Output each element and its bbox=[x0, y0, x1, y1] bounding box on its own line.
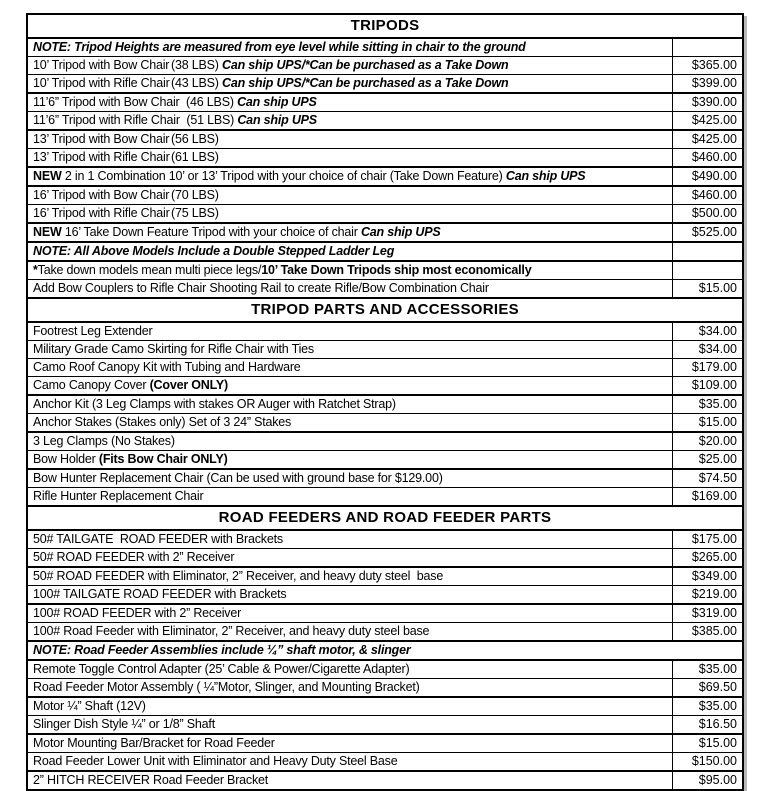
item-price-cell: $490.00 bbox=[672, 167, 743, 186]
item-text-segment: Motor Mounting Bar/Bracket for Road Feeder bbox=[33, 736, 275, 750]
item-description-cell bbox=[27, 567, 672, 586]
section-row-tripods bbox=[27, 14, 743, 38]
item-description-cell bbox=[27, 432, 672, 451]
item-text-segment: 2” HITCH RECEIVER Road Feeder Bracket bbox=[33, 773, 269, 787]
table-row bbox=[27, 753, 743, 772]
item-description-cell bbox=[27, 623, 672, 642]
item-description-cell bbox=[27, 451, 672, 470]
item-price-cell: $35.00 bbox=[672, 395, 743, 414]
item-description-cell bbox=[27, 414, 672, 433]
item-text-segment: Can ship UPS bbox=[505, 169, 586, 183]
item-price-cell bbox=[672, 261, 743, 280]
table-row bbox=[27, 697, 743, 716]
item-text-segment: Motor ¼” Shaft (12V) bbox=[33, 699, 146, 713]
item-description-cell bbox=[27, 130, 672, 149]
item-price-cell bbox=[672, 38, 743, 57]
item-price-cell: $150.00 bbox=[672, 753, 743, 772]
item-text-segment: 11’6” Tripod with Bow Chair (46 LBS) bbox=[33, 95, 238, 109]
item-price-cell: $365.00 bbox=[672, 57, 743, 75]
section-title-tripod-parts-and-accessories: TRIPOD PARTS AND ACCESSORIES bbox=[27, 298, 743, 322]
item-text-segment: NOTE: All Above Models Include a Double Stepped Ladder Leg bbox=[33, 244, 395, 258]
table-row bbox=[27, 586, 743, 605]
table-row bbox=[27, 130, 743, 149]
item-text-segment: (75 LBS) bbox=[171, 206, 219, 220]
item-text-segment: (Cover ONLY) bbox=[149, 378, 228, 392]
item-text-segment: 3 Leg Clamps (No Stakes) bbox=[33, 434, 175, 448]
item-price-cell: $425.00 bbox=[672, 130, 743, 149]
item-description-cell bbox=[27, 734, 672, 753]
item-text-segment: Road Feeder Motor Assembly ( ¼”Motor, Slinger, and Mounting Bracket) bbox=[33, 680, 420, 694]
item-text-segment: 16’ Take Down Feature Tripod with your choice of chair bbox=[61, 225, 361, 239]
item-description-cell bbox=[27, 660, 672, 679]
item-text-segment: 10’ Take Down Tripods ship most economically bbox=[261, 263, 532, 277]
section-row-tripod-parts-and-accessories bbox=[27, 298, 743, 322]
item-text-segment: (61 LBS) bbox=[171, 150, 219, 164]
table-row bbox=[27, 451, 743, 470]
item-description-cell bbox=[27, 697, 672, 716]
item-description-cell bbox=[27, 549, 672, 568]
item-description-cell bbox=[27, 530, 672, 549]
table-row bbox=[27, 488, 743, 507]
item-text-segment: 100# TAILGATE ROAD FEEDER with Brackets bbox=[33, 587, 287, 601]
table-row bbox=[27, 322, 743, 341]
item-text-segment: 100# ROAD FEEDER with 2” Receiver bbox=[33, 606, 242, 620]
item-text-segment: Can ship UPS/*Can be purchased as a Take Down bbox=[222, 58, 509, 72]
item-price-cell: $34.00 bbox=[672, 322, 743, 341]
item-price-cell: $74.50 bbox=[672, 469, 743, 488]
table-row bbox=[27, 660, 743, 679]
item-text-segment: 11’6” Tripod with Rifle Chair (51 LBS) bbox=[33, 113, 238, 127]
item-price-cell: $219.00 bbox=[672, 586, 743, 605]
table-row bbox=[27, 57, 743, 75]
table-row bbox=[27, 112, 743, 131]
item-price-cell: $500.00 bbox=[672, 205, 743, 224]
item-price-cell: $265.00 bbox=[672, 549, 743, 568]
item-description-cell bbox=[27, 586, 672, 605]
table-row bbox=[27, 242, 743, 261]
table-row bbox=[27, 75, 743, 94]
item-price-cell: $169.00 bbox=[672, 488, 743, 507]
item-price-cell: $319.00 bbox=[672, 604, 743, 623]
item-description-cell bbox=[27, 112, 672, 131]
item-price-cell bbox=[672, 242, 743, 261]
item-price-cell: $349.00 bbox=[672, 567, 743, 586]
item-description-cell bbox=[27, 604, 672, 623]
item-description-cell bbox=[27, 395, 672, 414]
item-text-segment: (Fits Bow Chair ONLY) bbox=[98, 452, 228, 466]
item-description-cell bbox=[27, 223, 672, 242]
item-text-segment: Footrest Leg Extender bbox=[33, 324, 153, 338]
item-text-segment: (56 LBS) bbox=[171, 132, 219, 146]
item-price-cell: $35.00 bbox=[672, 697, 743, 716]
item-text-segment: Camo Canopy Cover bbox=[33, 378, 150, 392]
item-price-cell: $16.50 bbox=[672, 716, 743, 735]
item-text-segment: NEW bbox=[33, 169, 62, 183]
item-description-cell bbox=[27, 679, 672, 698]
item-price-cell: $15.00 bbox=[672, 280, 743, 299]
table-row bbox=[27, 604, 743, 623]
section-row-road-feeders-and-road-feeder-parts bbox=[27, 506, 743, 530]
item-description-cell bbox=[27, 341, 672, 359]
table-row bbox=[27, 167, 743, 186]
item-description-cell bbox=[27, 469, 672, 488]
table-row bbox=[27, 395, 743, 414]
item-description-cell bbox=[27, 359, 672, 377]
item-description-cell bbox=[27, 93, 672, 112]
item-text-segment: Slinger Dish Style ¼” or 1/8” Shaft bbox=[33, 717, 215, 731]
item-price-cell: $525.00 bbox=[672, 223, 743, 242]
item-description-cell bbox=[27, 242, 672, 261]
table-row bbox=[27, 530, 743, 549]
item-text-segment: 50# ROAD FEEDER with 2” Receiver bbox=[33, 550, 235, 564]
item-price-cell: $35.00 bbox=[672, 660, 743, 679]
item-description-cell bbox=[27, 57, 672, 75]
item-description-cell bbox=[27, 149, 672, 168]
item-description-cell bbox=[27, 186, 672, 205]
item-text-segment: Rifle Hunter Replacement Chair bbox=[33, 489, 204, 503]
item-price-cell: $15.00 bbox=[672, 734, 743, 753]
table-row bbox=[27, 469, 743, 488]
item-text-segment: 10’ Tripod with Rifle Chair bbox=[33, 76, 170, 90]
table-row bbox=[27, 359, 743, 377]
item-text-segment: Add Bow Couplers to Rifle Chair Shooting Rail to create Rifle/Bow Combination Chair bbox=[33, 281, 489, 295]
table-row bbox=[27, 679, 743, 698]
item-text-segment: Bow Hunter Replacement Chair (Can be used with ground base for $129.00) bbox=[33, 471, 443, 485]
table-row bbox=[27, 223, 743, 242]
item-description-cell bbox=[27, 322, 672, 341]
item-text-segment: NOTE: Road Feeder Assemblies include ¼” shaft motor, & slinger bbox=[33, 643, 411, 657]
table-row bbox=[27, 771, 743, 790]
item-price-cell: $460.00 bbox=[672, 186, 743, 205]
item-text-segment: (38 LBS) bbox=[171, 58, 223, 72]
item-text-segment: 2 in 1 Combination 10’ or 13’ Tripod with your choice of chair (Take Down Feature) bbox=[61, 169, 506, 183]
item-text-segment: Can ship UPS bbox=[360, 225, 441, 239]
item-text-segment: Can ship UPS/*Can be purchased as a Take Down bbox=[222, 76, 509, 90]
item-text-segment: Take down models mean multi piece legs/ bbox=[37, 263, 262, 277]
table-row bbox=[27, 261, 743, 280]
item-text-segment: (70 LBS) bbox=[171, 188, 219, 202]
item-text-segment: NOTE: Tripod Heights are measured from eye level while sitting in chair to the ground bbox=[33, 40, 526, 54]
section-title-road-feeders-and-road-feeder-parts: ROAD FEEDERS AND ROAD FEEDER PARTS bbox=[27, 506, 743, 530]
table-row bbox=[27, 341, 743, 359]
item-description-cell bbox=[27, 641, 743, 660]
item-price-cell: $399.00 bbox=[672, 75, 743, 94]
item-text-segment: Road Feeder Lower Unit with Eliminator and Heavy Duty Steel Base bbox=[33, 754, 398, 768]
item-text-segment: 100# Road Feeder with Eliminator, 2” Receiver, and heavy duty steel base bbox=[33, 624, 430, 638]
item-text-segment: Can ship UPS bbox=[237, 95, 317, 109]
item-description-cell bbox=[27, 205, 672, 224]
price-table bbox=[26, 13, 744, 791]
item-description-cell bbox=[27, 488, 672, 507]
table-row bbox=[27, 734, 743, 753]
table-row bbox=[27, 641, 743, 660]
item-text-segment: (43 LBS) bbox=[171, 76, 223, 90]
item-price-cell: $25.00 bbox=[672, 451, 743, 470]
item-price-cell: $390.00 bbox=[672, 93, 743, 112]
item-price-cell: $175.00 bbox=[672, 530, 743, 549]
item-description-cell bbox=[27, 280, 672, 299]
item-description-cell bbox=[27, 753, 672, 772]
item-text-segment: Remote Toggle Control Adapter (25’ Cable & Power/Cigarette Adapter) bbox=[33, 662, 410, 676]
item-price-cell: $179.00 bbox=[672, 359, 743, 377]
table-row bbox=[27, 432, 743, 451]
item-price-cell: $34.00 bbox=[672, 341, 743, 359]
item-text-segment: Camo Roof Canopy Kit with Tubing and Hardware bbox=[33, 360, 301, 374]
table-row bbox=[27, 377, 743, 396]
item-text-segment: * bbox=[33, 263, 38, 277]
item-text-segment: Military Grade Camo Skirting for Rifle Chair with Ties bbox=[33, 342, 314, 356]
item-text-segment: Anchor Stakes (Stakes only) Set of 3 24” Stakes bbox=[33, 415, 292, 429]
item-price-cell: $15.00 bbox=[672, 414, 743, 433]
item-text-segment: 50# TAILGATE ROAD FEEDER with Brackets bbox=[33, 532, 283, 546]
table-row bbox=[27, 567, 743, 586]
item-text-segment: 50# ROAD FEEDER with Eliminator, 2” Receiver, and heavy duty steel base bbox=[33, 569, 444, 583]
item-description-cell bbox=[27, 771, 672, 790]
item-description-cell bbox=[27, 167, 672, 186]
item-description-cell bbox=[27, 716, 672, 735]
price-table-body bbox=[27, 14, 743, 790]
item-text-segment: 10’ Tripod with Bow Chair bbox=[33, 58, 170, 72]
item-description-cell bbox=[27, 38, 672, 57]
table-row bbox=[27, 280, 743, 299]
table-row bbox=[27, 623, 743, 642]
item-description-cell bbox=[27, 261, 672, 280]
item-description-cell bbox=[27, 75, 672, 94]
item-text-segment: 16’ Tripod with Rifle Chair bbox=[33, 206, 170, 220]
table-row bbox=[27, 716, 743, 735]
table-row bbox=[27, 549, 743, 568]
table-row bbox=[27, 149, 743, 168]
item-price-cell: $20.00 bbox=[672, 432, 743, 451]
item-text-segment: 16’ Tripod with Bow Chair bbox=[33, 188, 170, 202]
item-description-cell bbox=[27, 377, 672, 396]
table-row bbox=[27, 205, 743, 224]
item-price-cell: $109.00 bbox=[672, 377, 743, 396]
item-price-cell: $95.00 bbox=[672, 771, 743, 790]
item-text-segment: 13’ Tripod with Bow Chair bbox=[33, 132, 170, 146]
item-text-segment: Can ship UPS bbox=[237, 113, 317, 127]
table-row bbox=[27, 414, 743, 433]
item-price-cell: $425.00 bbox=[672, 112, 743, 131]
item-text-segment: Bow Holder bbox=[33, 452, 99, 466]
item-text-segment: Anchor Kit (3 Leg Clamps with stakes OR Auger with Ratchet Strap) bbox=[33, 397, 396, 411]
table-row bbox=[27, 186, 743, 205]
item-price-cell: $69.50 bbox=[672, 679, 743, 698]
section-title-tripods: TRIPODS bbox=[27, 14, 743, 38]
item-text-segment: 13’ Tripod with Rifle Chair bbox=[33, 150, 170, 164]
item-price-cell: $460.00 bbox=[672, 149, 743, 168]
item-text-segment: NEW bbox=[33, 225, 62, 239]
item-price-cell: $385.00 bbox=[672, 623, 743, 642]
table-row bbox=[27, 93, 743, 112]
table-row bbox=[27, 38, 743, 57]
